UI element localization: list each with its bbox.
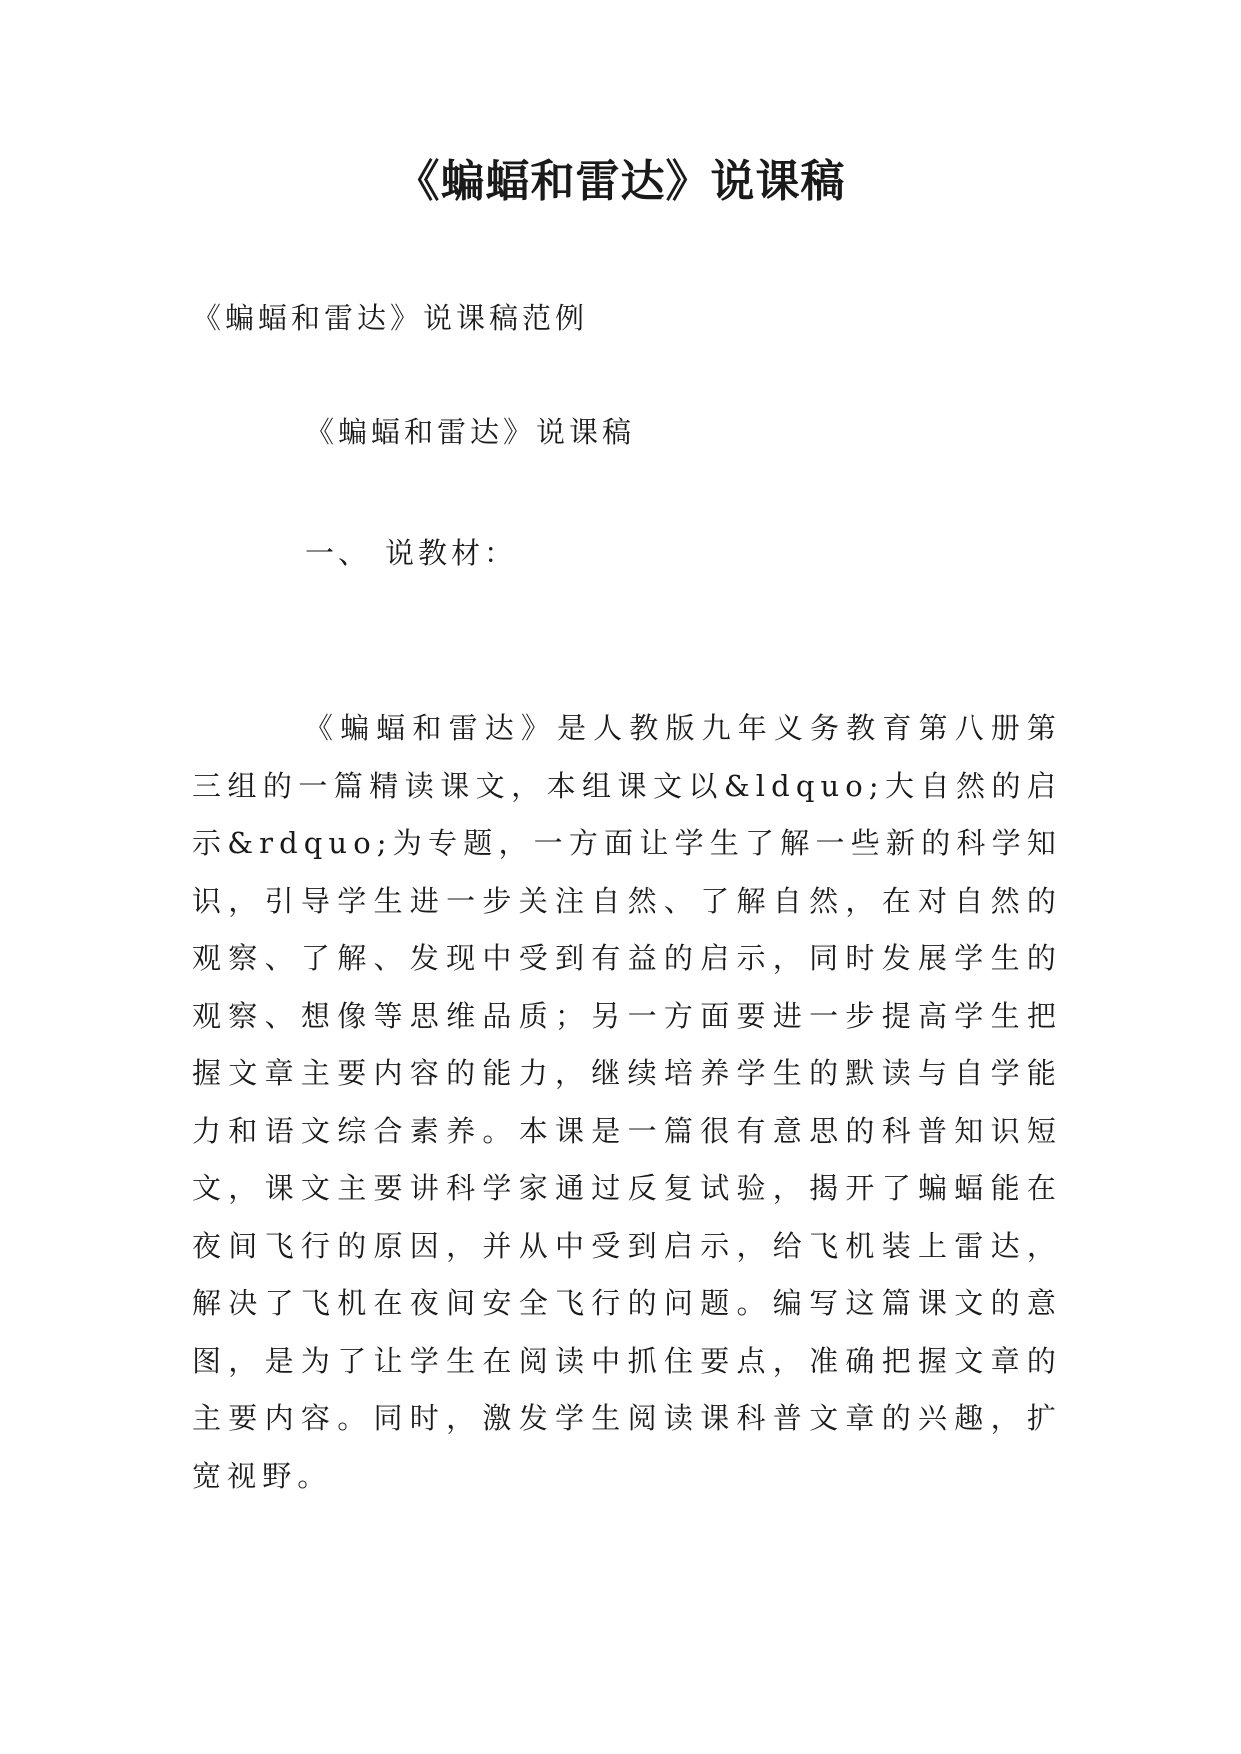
body-paragraph: 《蝙蝠和雷达》是人教版九年义务教育第八册第三组的一篇精读课文，本组课文以&ldquo;大自然的启示&rdquo;为专题，一方面让学生了解一些新的科学知识，引导学生进一步关注自然、了解自然，在对自然的观察、了解、发现中受到有益的启示，同时发展学生的观察、想像等思维品质；另一方面要进一步提高学生把握文章主要内容的能力，继续培养学生的默读与自学能力和语文综合素养。本课是一篇很有意思的科普知识短文，课文主要讲科学家通过反复试验，揭开了蝙蝠能在夜间飞行的原因，并从中受到启示，给飞机装上雷达，解决了飞机在夜间安全飞行的问题。编写这篇课文的意图，是为了让学生在阅读中抓住要点，准确把握文章的主要内容。同时，激发学生阅读课科普文章的兴趣，扩宽视野。 <box>192 711 1062 1493</box>
lesson-title: 《蝙蝠和雷达》说课稿 <box>305 415 636 449</box>
document-subtitle: 《蝙蝠和雷达》说课稿范例 <box>192 301 589 335</box>
document-title: 《蝙蝠和雷达》说课稿 <box>395 156 846 207</box>
section-number: 一、 <box>305 536 372 570</box>
section-heading <box>305 533 517 573</box>
section-heading-text: 说教材： <box>385 536 518 570</box>
